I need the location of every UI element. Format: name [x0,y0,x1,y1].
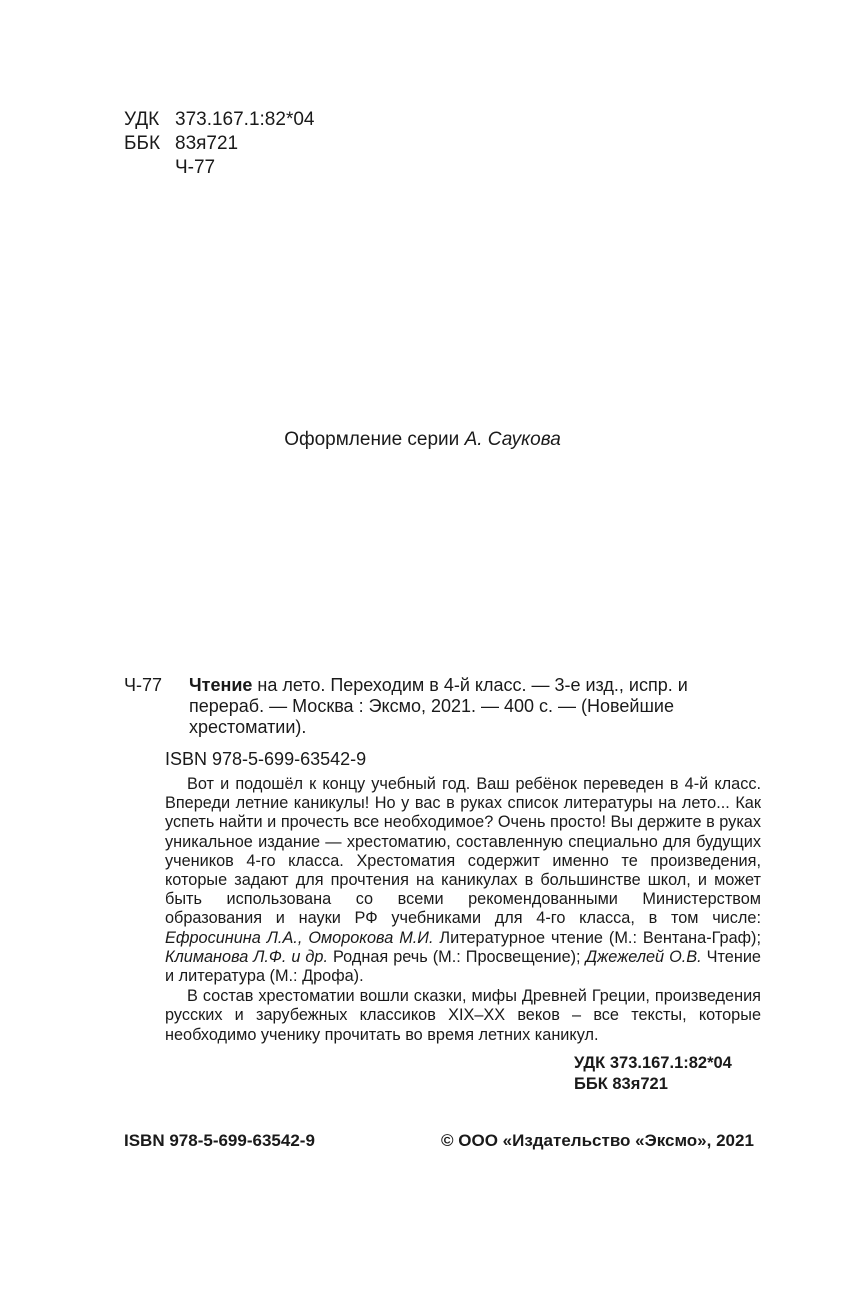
designer-name: А. Саукова [464,429,561,450]
udk-value: 373.167.1:82*04 [175,109,315,130]
series-design-credit [0,428,845,452]
annotation-author-2: Климанова Л.Ф. и др. [165,947,329,966]
bbk-value: 83я721 [175,133,239,154]
udk-label: УДК [124,109,160,130]
annotation-text-d: Чтение и литература (М.: Дрофа). [165,947,761,986]
annotation-paragraph-1 [165,775,761,986]
biblio-text [124,675,760,738]
bbk-bottom: ББК 83я721 [574,1075,668,1093]
author-mark: Ч-77 [175,157,216,178]
classification-codes [124,108,314,180]
bbk-row [124,132,314,156]
annotation [165,775,761,1045]
annotation-paragraph-2: В состав хрестоматии вошли сказки, мифы Древней Греции, произведения русских и зарубежных классиков XIX–XX веков – все тексты, которые необходимо ученику прочитать во время летних каникул. [165,987,761,1044]
author-mark-row [124,156,314,180]
bibliographic-record [124,675,760,738]
annotation-author-1: Ефросинина Л.А., Оморокова М.И. [165,928,434,947]
design-label: Оформление серии [284,429,460,450]
biblio-code: Ч-77 [124,675,163,695]
udk-row [124,108,314,132]
annotation-author-3: Джежелей О.В. [585,947,702,966]
annotation-text-a: Вот и подошёл к концу учебный год. Ваш ребёнок переведен в 4-й класс. Впереди летние каникулы! Но у вас в руках список литературы на лето... Как успеть найти и прочесть все необходимое? Очень просто! Вы держите в руках уникальное издание — хрестоматию, составленную специально для будущих учеников 4-го класса. Хрестоматия содержит именно те произведения, которые задают для прочтения на каникулах в большинстве школ, и может быть использована со всеми рекомендованными Министерством образования и науки РФ учебниками для 4-го класса, в том числе: [165,775,761,928]
udk-bottom: УДК 373.167.1:82*04 [574,1054,732,1072]
footer-isbn: ISBN 978-5-699-63542-9 [124,1131,315,1150]
biblio-rest: на лето. Переходим в 4-й класс. — 3-е изд., испр. и перераб. — Москва : Эксмо, 2021. — 400 с. — (Новейшие хрестоматии). [189,675,688,737]
bbk-label: ББК [124,133,161,154]
annotation-text-c: Родная речь (М.: Просвещение); [328,947,586,966]
classification-codes-bottom [574,1053,732,1095]
biblio-title: Чтение [189,675,253,695]
isbn-line: ISBN 978-5-699-63542-9 [165,749,367,769]
annotation-text-b: Литературное чтение (М.: Вентана-Граф); [433,928,761,947]
copyright: © ООО «Издательство «Эксмо», 2021 [441,1131,754,1150]
